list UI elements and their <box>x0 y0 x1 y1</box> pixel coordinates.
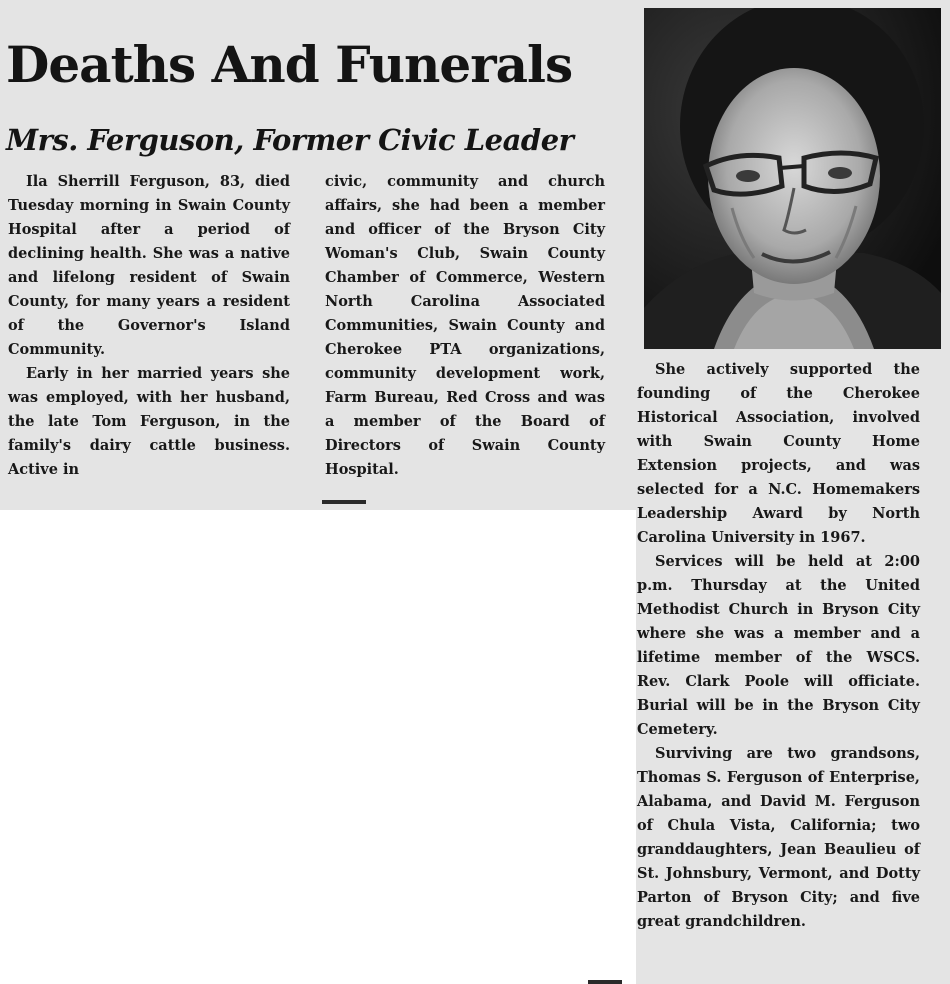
article-paragraph: Services will be held at 2:00 p.m. Thursday at the United Methodist Church in Bryson City where she was a member and a lifetime member of the WSCS. Rev. Clark Poole will officiate. Burial will be in the Bryson City Cemetery. <box>637 553 920 738</box>
article-paragraph: Ila Sherrill Ferguson, 83, died Tuesday morning in Swain County Hospital after a period of declining health. She was a native and lifelong resident of Swain County, for many years a resident of the Governor's Island Community. <box>8 173 290 358</box>
column-rule-mark <box>588 980 622 984</box>
section-headline: Deaths And Funerals <box>6 35 573 94</box>
portrait-photo <box>644 8 941 349</box>
article-paragraph: Surviving are two grandsons, Thomas S. Ferguson of Enterprise, Alabama, and David M. Ferguson of Chula Vista, California; two granddaughters, Jean Beaulieu of St. Johnsbury, Vermont, and Dotty Parton of Bryson City; and five great grandchildren. <box>637 745 920 930</box>
obituary-subheadline: Mrs. Ferguson, Former Civic Leader <box>6 123 574 157</box>
column-rule-mark <box>322 500 366 504</box>
article-paragraph: She actively supported the founding of the Cherokee Historical Association, involved with Swain County Home Extension projects, and was selected for a N.C. Homemakers Leadership Award by North Carolina University in 1967. <box>637 361 920 546</box>
article-paragraph: civic, community and church affairs, she had been a member and officer of the Bryson City Woman's Club, Swain County Chamber of Commerce, Western North Carolina Associated Communities, Swain County and Cherokee PTA organizations, community development work, Farm Bureau, Red Cross and was a member of the Board of Directors of Swain County Hospital. <box>325 173 605 478</box>
article-column-1 <box>8 170 290 482</box>
article-paragraph: Early in her married years she was employed, with her husband, the late Tom Ferguson, in the family's dairy cattle business. Active in <box>8 365 290 478</box>
article-column-2 <box>325 170 605 482</box>
article-column-3 <box>637 358 920 934</box>
